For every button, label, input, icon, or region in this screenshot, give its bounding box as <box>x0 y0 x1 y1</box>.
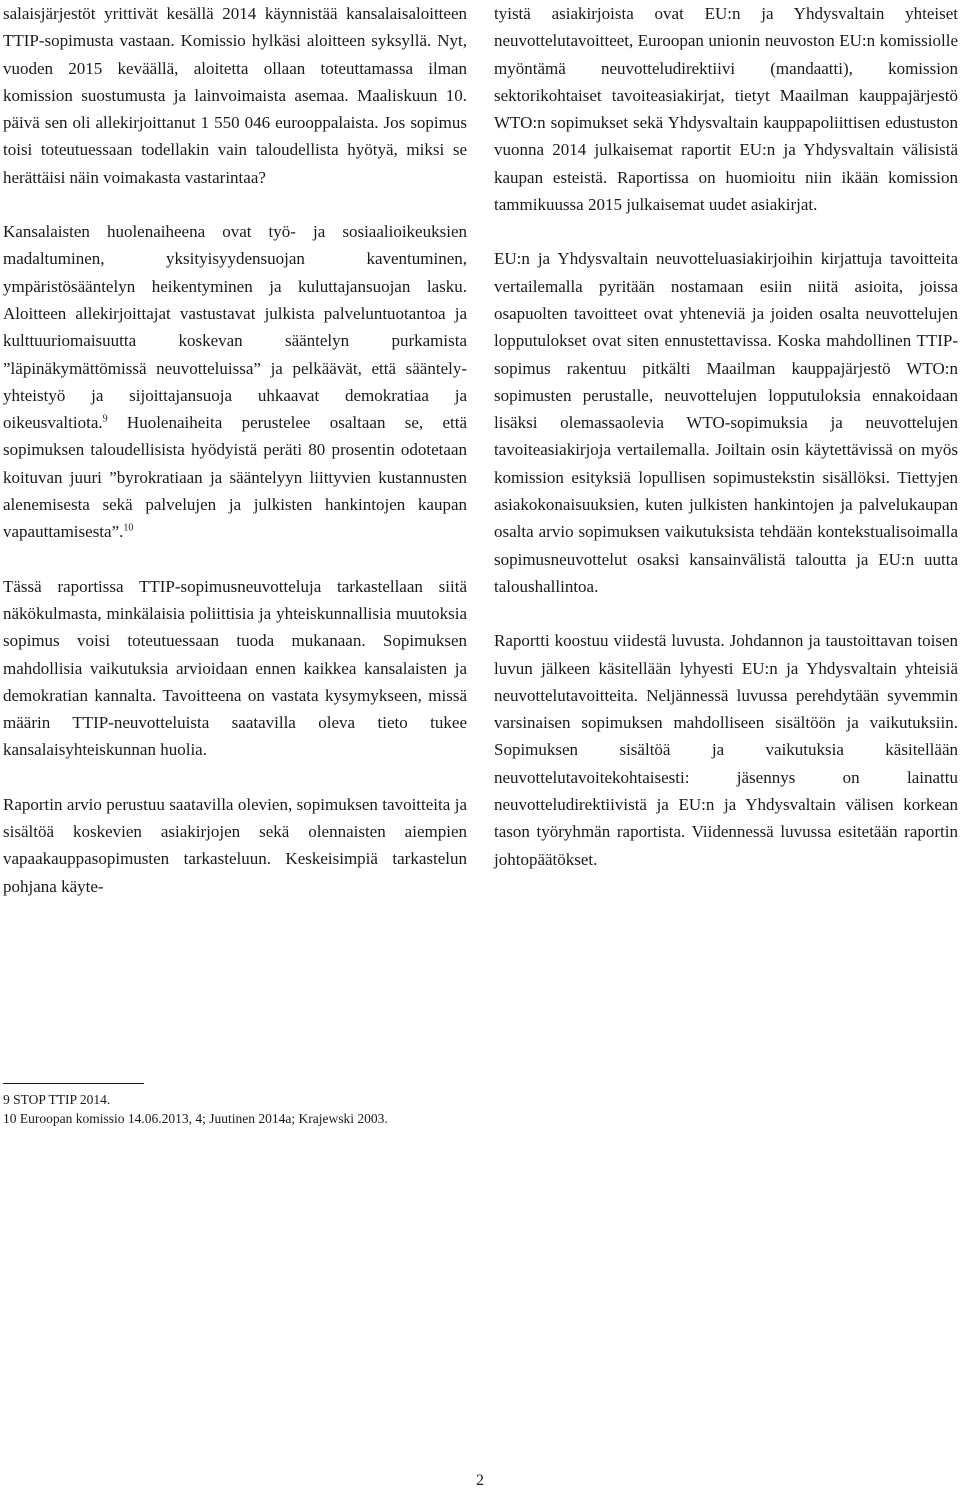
paragraph: Raportin arvio perustuu saatavilla olevien, sopimuksen tavoitteita ja sisältöä koskevien asiakirjojen sekä olennaisten aiempien vapaakauppasopimusten tarkasteluun. Keskeisimpiä tarkastelun pohjana käyte- <box>3 794 467 896</box>
paragraph-text: Kansalaisten huolenaiheena ovat työ- ja sosiaalioikeuksien madaltuminen, yksityisyydensuojan kaventuminen, ympäristösääntelyn heikentyminen ja kuluttajansuojan lasku. Aloitteen allekirjoittajat vastustavat julkista palveluntuotantoa ja kulttuuriomaisuutta koskevan sääntelyn purkamista ”läpinäkymättömissä neuvotteluissa” ja pelkäävät, että sääntely-yhteistyö ja sijoittajansuoja uhkaavat demokratiaa ja oikeusvaltiota. <box>3 222 467 433</box>
paragraph: EU:n ja Yhdysvaltain neuvotteluasiakirjoihin kirjattuja tavoitteita vertailemalla pyritään nostamaan esiin niitä asioita, joissa osapuolten tavoitteet ovat yhteneviä ja joiden osalta neuvottelujen lopputulokset ovat siten ennustettavissa. Koska mahdollinen TTIP-sopimus rakentuu pitkälti Maailman kauppajärjestö WTO:n sopimusten perustalle, neuvottelujen lopputuloksia ennakoidaan lisäksi olemassaolevia WTO-sopimuksia ja neuvottelujen tavoiteasiakirjoja vertailemalla. Joiltain osin käytettävissä on myös komission esityksiä lopullisen sopimustekstin sisällöksi. Tiettyjen asiakokonaisuuksien, kuten julkisten hankintojen ja palvelukaupan osalta arvio sopimuksen vaikutuksista tehdään kontekstualisoimalla sopimusneuvottelut osaksi kansainvälistä taloutta ja EU:n uutta taloushallintoa. <box>494 249 958 596</box>
footnote-9: 9 STOP TTIP 2014. <box>3 1092 111 1107</box>
paragraph: salaisjärjestöt yrittivät kesällä 2014 käynnistää kansalaisaloitteen TTIP-sopimusta vastaan. Komissio hylkäsi aloitteen syksyllä. Nyt, vuoden 2015 keväällä, aloitetta ollaan toteuttamassa ilman komission suostumusta ja lainvoimaista asemaa. Maaliskuun 10. päivä sen oli allekirjoittanut 1 550 046 eurooppalaista. Jos sopimus toisi toteutuessaan todellakin vain taloudellista hyötyä, miksi se herättäisi näin voimakasta vastarintaa? <box>3 4 467 187</box>
paragraph: Raportti koostuu viidestä luvusta. Johdannon ja taustoittavan toisen luvun jälkeen käsitellään lyhyesti EU:n ja Yhdysvaltain yhteisiä neuvottelutavoitteita. Neljännessä luvussa perehdytään syvemmin varsinaisen sopimuksen mahdolliseen sisältöön ja vaikutuksiin. Sopimuksen sisältöä ja vaikutuksia käsitellään neuvottelutavoitekohtaisesti: jäsennys on lainattu neuvotteludirektiivistä ja EU:n ja Yhdysvaltain välisen korkean tason työryhmän raportista. Viidennessä luvussa esitetään raportin johtopäätökset. <box>494 631 958 869</box>
footnotes <box>3 1090 603 1128</box>
paragraph: tyistä asiakirjoista ovat EU:n ja Yhdysvaltain yhteiset neuvottelutavoitteet, Euroopan unionin neuvoston EU:n komissiolle myöntämä neuvotteludirektiivi (mandaatti), komission sektorikohtaiset tavoiteasiakirjat, tietyt Maailman kauppajärjestö WTO:n sopimukset sekä Yhdysvaltain kauppapoliittisen edustuston vuonna 2014 julkaisemat raportit EU:n ja Yhdysvaltain välisistä kaupan esteistä. Raportissa on huomioitu niin ikään komission tammikuussa 2015 julkaisemat uudet asiakirjat. <box>494 4 958 215</box>
paragraph-text: Huolenaiheita perustelee osaltaan se, että sopimuksen taloudellisista hyödyistä peräti 80 prosentin odotetaan koituvan juuri ”byrokratiaan ja sääntelyyn liittyvien kustannusten alenemisesta sekä palvelujen ja julkisten hankintojen kaupan vapauttamisesta”. <box>3 413 467 542</box>
footnote-divider <box>3 1083 144 1084</box>
paragraph: Tässä raportissa TTIP-sopimusneuvotteluja tarkastellaan siitä näkökulmasta, minkälaisia poliittisia ja yhteiskunnallisia muutoksia sopimus voisi toteutuessaan tuoda mukanaan. Sopimuksen mahdollisia vaikutuksia arvioidaan ennen kaikkea kansalaisten ja demokratian kannalta. Tavoitteena on vastata kysymykseen, missä määrin TTIP-neuvotteluista saatavilla oleva tieto tukee kansalaisyhteiskunnan huolia. <box>3 576 467 760</box>
page-number: 2 <box>476 1472 484 1489</box>
footnote-ref[interactable]: 10 <box>123 522 134 534</box>
footnote-10: 10 Euroopan komissio 14.06.2013, 4; Juutinen 2014a; Krajewski 2003. <box>3 1111 388 1126</box>
right-column <box>494 0 958 900</box>
footnote-ref[interactable]: 9 <box>102 413 108 425</box>
left-column <box>3 0 467 927</box>
paragraph <box>3 218 467 546</box>
